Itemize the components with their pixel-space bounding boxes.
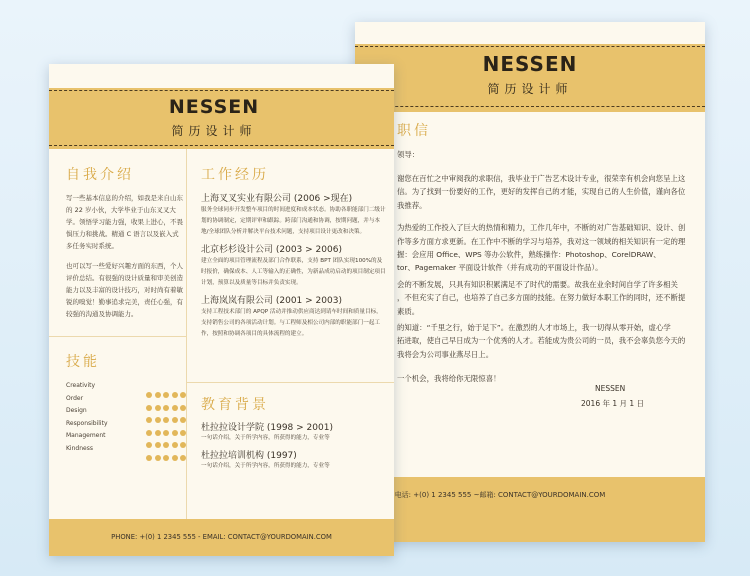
job-description: 支持工程技术部门的 APQP 活动并推动供应商达到请车时间和质量目标，支持销售公司的各项活动计划。与工程师及相公司内部的职能部门一起工作，按照和协调各项目的具体流程的建立。 — [201, 309, 382, 337]
education-description: 一句话介绍，关于所学内容，所获得的能力，专业等 — [201, 435, 330, 441]
resume-header-dash-bottom — [49, 145, 394, 146]
education-entry — [201, 420, 387, 444]
education-title: 杜拉拉设计学院 (1998 > 2001) — [201, 423, 333, 433]
letter-footer-band — [355, 477, 705, 542]
education-heading: 教育背景 — [201, 397, 269, 413]
about-heading: 自我介绍 — [66, 167, 134, 183]
letter-line: 我推荐。 — [397, 200, 427, 210]
letter-line: 素质。 — [397, 306, 420, 316]
letter-brand: NESSEN — [482, 52, 578, 76]
skill-label: Responsibility — [66, 419, 108, 427]
about-paragraph: 也可以写一些爱好兴趣方面的东西，个人评价总结。有很强的设计质量和审美创造能力以及丰富的设计技巧，对时尚有着敏锐的嗅觉！勤事追求完美，责任心强，有较强的沟通及协调能力。 — [66, 262, 183, 318]
skill-row — [66, 382, 226, 395]
job-title: 上海叉叉实业有限公司 (2006 >现在) — [201, 194, 353, 204]
job-title: 北京杉杉设计公司 (2003 > 2006) — [201, 245, 342, 255]
letter-subtitle: 简历设计师 — [487, 82, 573, 96]
letter-line: 会的不断发展，只具有知识积累满足不了时代的需要。故我在业余时间自学了许多相关 — [397, 279, 678, 289]
resume-brand: NESSEN — [168, 96, 260, 118]
resume-subtitle: 简历设计师 — [171, 124, 257, 138]
resume-header-band — [49, 64, 394, 149]
job-description: 服务全球同步开发整车项目的时间进度和成本状态。协助各职能部门二级计划的协调制定，定期评审和跟踪。跨部门沟通和协调，按期问题，并与本地/全球团队分析并解决平台技术问题，支持项目设计更改和决策。 — [201, 207, 386, 235]
letter-header-dash-bottom — [355, 106, 705, 107]
letter-greeting: 领导： — [397, 150, 420, 159]
education-list — [201, 420, 387, 472]
education-entry — [201, 448, 387, 472]
letter-line: 作等多方面方求更新。在工作中不断的学习与培养，我对这一领域的相关知识有一定的理 — [397, 236, 686, 246]
work-heading: 工作经历 — [201, 167, 269, 183]
letter-line: 的知道：“千里之行，始于足下”。在激烈的人才市场上，我一切得从零开始，虚心学 — [397, 323, 671, 333]
resume-footer-band — [49, 519, 394, 556]
skill-label: Management — [66, 432, 106, 439]
letter-header-top-strip — [355, 22, 705, 44]
letter-closing: 一个机会，我将给你无限惊喜！ — [397, 374, 501, 383]
left-section-divider — [49, 336, 186, 337]
letter-line: ，不但充实了自己，也培养了自己多方面的技能。在努力做好本职工作的同时，还不断提 — [397, 293, 686, 303]
resume-footer-contact: PHONE: +(0) 1 2345 555 - EMAIL: CONTACT@YOURDOMAIN.COM — [111, 533, 332, 541]
letter-line: 我将会为公司事业燕尽日上。 — [397, 349, 494, 359]
letter-line: 拓进取，使自己早日成为一个优秀的人才。若能成为贵公司的一员，我不会辜负您今天的 — [397, 336, 686, 346]
letter-line: 握：会应用 Office、WPS 等办公软件，熟练操作：Photoshop、CorelDRAW、 — [397, 250, 661, 260]
skill-label: Order — [66, 394, 84, 402]
job-description: 建立全面的项目管理流程及部门合作联系，支持 BPT 团队实现100%的及时报价，确保成本、人工等输入的正确性，为新品成功启动的项目制定项目计划，预算以及质量等目标并负责实现。 — [201, 258, 386, 286]
letter-header-dash-top — [355, 46, 705, 47]
skill-label: Design — [66, 407, 87, 414]
education-description: 一句话介绍，关于所学内容，所获得的能力，专业等 — [201, 463, 330, 469]
work-list — [201, 191, 387, 340]
job-title: 上海岚岚有限公司 (2001 > 2003) — [201, 296, 342, 306]
letter-body — [397, 172, 705, 361]
letter-date: 2016 年 1 月 1 日 — [581, 399, 645, 408]
about-paragraph: 写一些基本信息的介绍，如我是来自山东的 22 岁小伙，大学毕业于山东叉叉大学。领悟学习能力强，收果上进心，不畏惧压力和挑战。精通 C 语言以及嵌入式多任务实时系统。 — [66, 194, 183, 250]
job-entry — [201, 242, 387, 289]
job-entry — [201, 293, 387, 340]
skills-heading: 技能 — [66, 354, 100, 370]
education-title: 杜拉拉培训机构 (1997) — [201, 451, 297, 461]
letter-line: tor、Pagemaker 平面设计软件（并有成功的平面设计作品）。 — [397, 263, 603, 273]
resume-header-dash-top — [49, 90, 394, 91]
resume-header-top-strip — [49, 64, 394, 88]
skill-label: Kindness — [66, 444, 93, 452]
cover-letter-page — [355, 22, 705, 542]
resume-page — [49, 64, 394, 556]
letter-line: 谢您在百忙之中审阅我的求职信，我毕业于广告艺术设计专业，很荣幸有机会向您呈上这 — [397, 174, 686, 183]
about-text — [66, 192, 183, 320]
letter-line: 为热爱的工作投入了巨大的热情和精力，工作几年中，不断的对广告基础知识、设计、创 — [397, 223, 686, 233]
letter-heading: 职信 — [397, 123, 431, 139]
skill-rating — [146, 446, 189, 465]
letter-line: 信。为了找到一份要好的工作，更好的发挥自己的才能，实现自己的人生价值，谨向各位 — [397, 187, 686, 197]
job-entry — [201, 191, 387, 238]
letter-signature: NESSEN — [595, 384, 626, 393]
skill-label: Creativity — [66, 382, 96, 389]
letter-header-band — [355, 22, 705, 112]
letter-footer-contact: 电话: +(0) 1 2345 555 ~邮箱: CONTACT@YOURDOMAIN.COM — [394, 491, 606, 499]
